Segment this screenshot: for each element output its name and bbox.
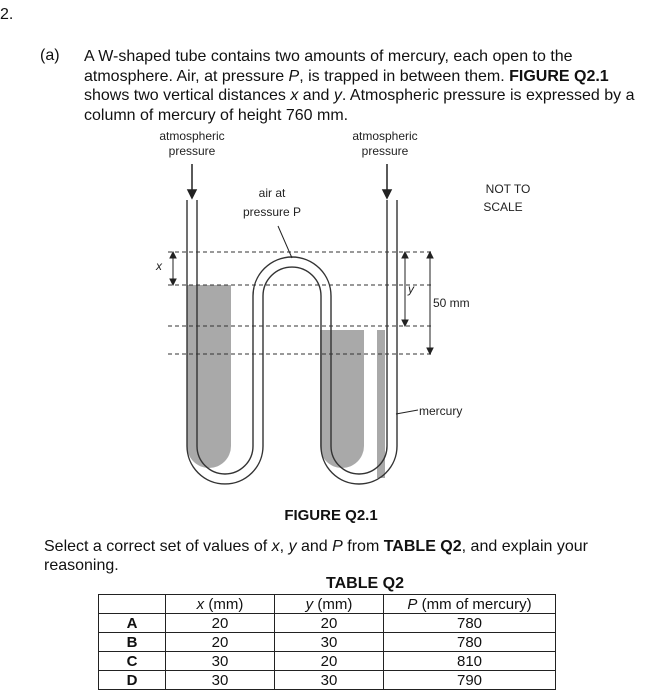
cell-y: 30 bbox=[275, 633, 384, 652]
mercury-left-u bbox=[187, 285, 231, 468]
50mm-arrow-down bbox=[427, 348, 433, 354]
cell-p: 780 bbox=[384, 614, 556, 633]
cell-p: 790 bbox=[384, 671, 556, 690]
option-a: A bbox=[99, 614, 166, 633]
not-to-scale-line1: NOT TO bbox=[485, 182, 531, 196]
atm-arrowhead-left bbox=[188, 190, 196, 198]
stem-mid2: shows two vertical distances bbox=[84, 87, 291, 104]
instr-var-y: y bbox=[288, 538, 297, 555]
table-q2 bbox=[98, 594, 556, 690]
header-p-var: P bbox=[407, 595, 418, 613]
x-label: x bbox=[156, 259, 162, 273]
header-y bbox=[275, 595, 384, 614]
instr-before: Select a correct set of values of bbox=[44, 538, 272, 555]
x-arrow-down bbox=[170, 279, 176, 285]
w-tube-figure bbox=[100, 128, 660, 500]
air-leader-line bbox=[278, 226, 292, 258]
stem-figure-ref: FIGURE Q2.1 bbox=[509, 67, 609, 85]
atm-right-line2: pressure bbox=[361, 144, 409, 158]
cell-p: 780 bbox=[384, 633, 556, 652]
table-row bbox=[99, 671, 556, 690]
cell-x: 20 bbox=[166, 633, 275, 652]
atm-arrowhead-right bbox=[383, 190, 391, 198]
y-label: y bbox=[408, 282, 414, 296]
table-row bbox=[99, 652, 556, 671]
mercury-right-column bbox=[377, 330, 385, 478]
stem-mid1: , is trapped in between them. bbox=[299, 67, 510, 85]
option-c: C bbox=[99, 652, 166, 671]
stem-var-y: y bbox=[333, 87, 342, 104]
stem-mid3: and bbox=[298, 87, 334, 104]
mercury-leader-line bbox=[396, 410, 418, 414]
instr-var-p: P bbox=[332, 538, 343, 555]
cell-y: 20 bbox=[275, 614, 384, 633]
part-label: (a) bbox=[40, 47, 60, 64]
cell-x: 30 bbox=[166, 671, 275, 690]
stem-intro: A W-shaped tube contains two amounts of mercury, each open to the atmosphere. Air, at pressure bbox=[84, 48, 573, 85]
air-label-line2: pressure P bbox=[242, 205, 302, 219]
atm-right-line1: atmospheric bbox=[352, 129, 418, 143]
cell-y: 30 bbox=[275, 671, 384, 690]
header-y-var: y bbox=[305, 595, 314, 613]
mercury-right-u bbox=[320, 330, 364, 468]
table-row bbox=[99, 633, 556, 652]
cell-x: 20 bbox=[166, 614, 275, 633]
table-row bbox=[99, 614, 556, 633]
question-number: 2. bbox=[0, 6, 14, 23]
air-label-line1: air at bbox=[258, 186, 286, 200]
instr-table-ref: TABLE Q2 bbox=[383, 538, 462, 555]
instr-mid: from bbox=[342, 538, 384, 555]
instr-sep1: , bbox=[279, 538, 289, 555]
option-b: B bbox=[99, 633, 166, 652]
instr-after: , and explain your reasoning. bbox=[44, 538, 588, 574]
header-p-unit: (mm of mercury) bbox=[417, 595, 532, 613]
stem-var-x: x bbox=[290, 87, 299, 104]
header-x bbox=[166, 595, 275, 614]
header-p bbox=[384, 595, 556, 614]
cell-y: 20 bbox=[275, 652, 384, 671]
atm-left-line2: pressure bbox=[168, 144, 216, 158]
cell-x: 30 bbox=[166, 652, 275, 671]
y-arrow-down bbox=[402, 320, 408, 326]
header-x-var: x bbox=[196, 595, 205, 613]
option-d: D bbox=[99, 671, 166, 690]
stem-var-p: P bbox=[288, 67, 300, 85]
x-arrow-up bbox=[170, 252, 176, 258]
stem-end: . Atmospheric pressure is expressed by a column of mercury of height 760 mm. bbox=[84, 87, 635, 124]
header-option bbox=[99, 595, 166, 614]
header-x-unit: (mm) bbox=[204, 595, 244, 613]
figure-caption: FIGURE Q2.1 bbox=[284, 507, 378, 524]
50mm-label: 50 mm bbox=[433, 296, 470, 310]
cell-p: 810 bbox=[384, 652, 556, 671]
table-header-row bbox=[99, 595, 556, 614]
header-y-unit: (mm) bbox=[313, 595, 353, 613]
atm-left-line1: atmospheric bbox=[159, 129, 225, 143]
question-stem bbox=[84, 47, 640, 125]
not-to-scale-line2: SCALE bbox=[483, 200, 523, 214]
instruction-text bbox=[44, 537, 644, 575]
50mm-arrow-up bbox=[427, 252, 433, 258]
instr-var-x: x bbox=[271, 538, 280, 555]
y-arrow-up bbox=[402, 252, 408, 258]
mercury-label: mercury bbox=[419, 404, 463, 418]
table-title: TABLE Q2 bbox=[326, 575, 404, 592]
instr-sep2: and bbox=[296, 538, 333, 555]
